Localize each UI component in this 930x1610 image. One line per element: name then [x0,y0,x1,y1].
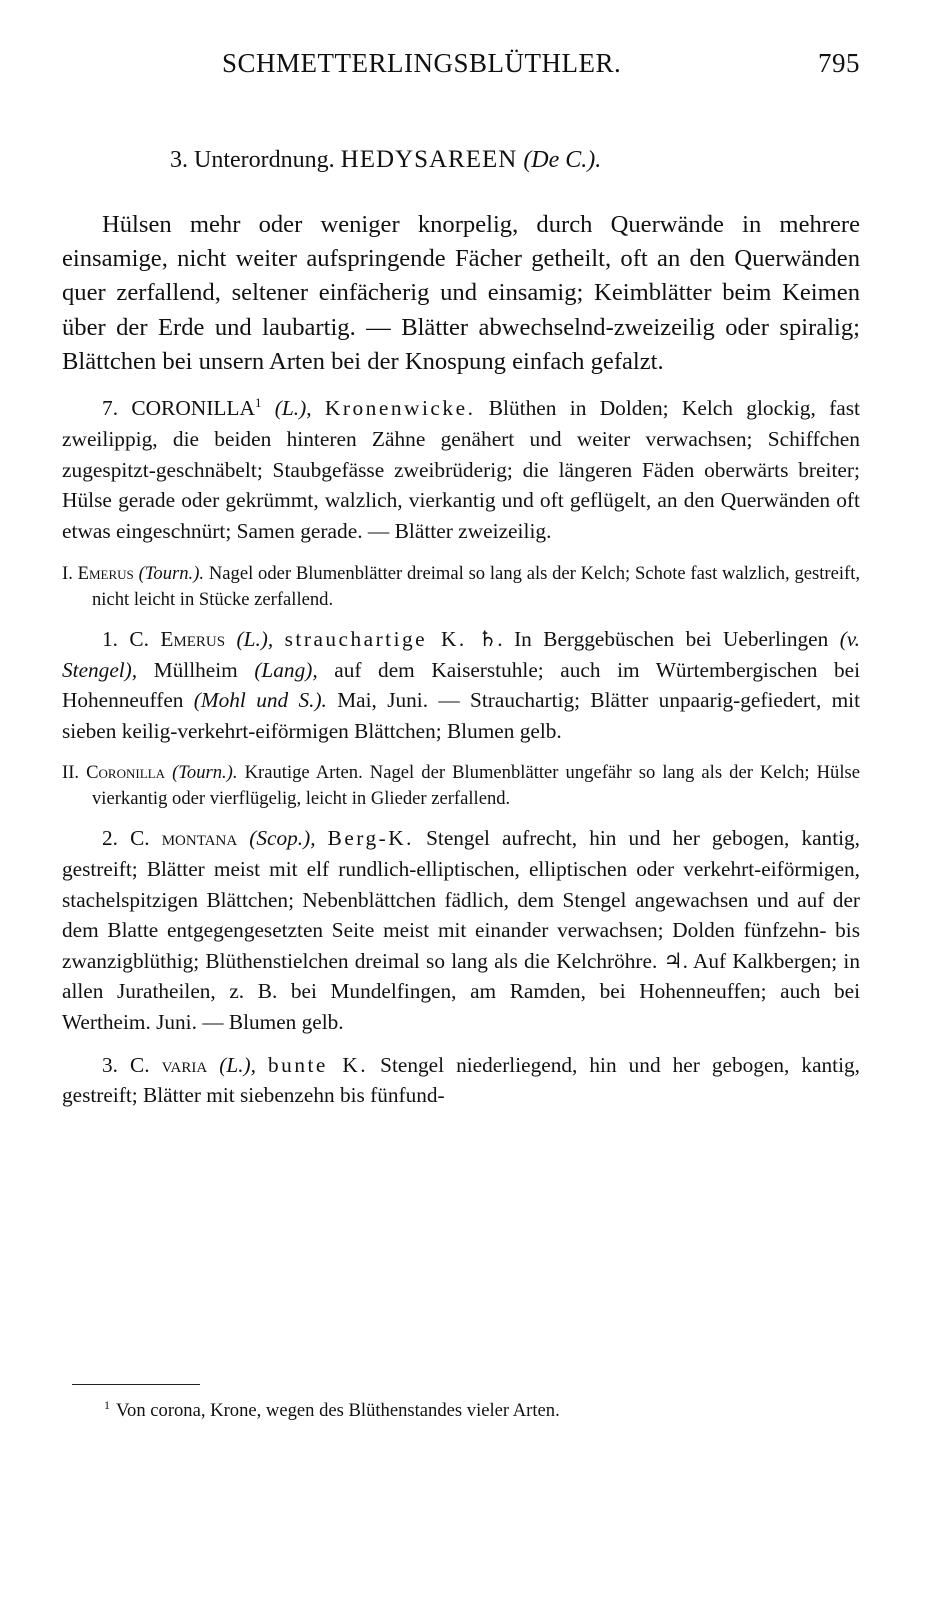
footnote [104,1397,560,1422]
section-text: Krautige Arten. Nagel der Blumenblätter ungefähr so lang als der Kelch; Hülse vierkantig oder vierflügelig, leicht in Glieder zerfallend. [92,762,861,809]
running-head-title: SCHMETTERLINGSBLÜTHLER. [222,48,622,78]
species-name: varia [161,1052,208,1077]
subfamily-prefix: 3. Unterordnung. [170,147,335,173]
species-author: (Scop.), [249,826,316,851]
species-text: Stengel niederliegend, hin und her gebogen, kantig, gestreift; Blätter mit siebenzehn bis fünfund- [62,1052,860,1108]
species-common-name: Berg-K. [327,826,414,851]
footnote-mark: 1 [104,1397,110,1412]
species-text: Müllheim [153,657,238,682]
species-number: 1. C. [102,627,149,651]
species-text: Stengel aufrecht, hin und her gebogen, kantig, gestreift; Blätter meist mit elf rundlich-elliptischen, elliptischen oder verkehrt-eiförmigen, stachelspitzigen Blättchen; Nebenblättchen fädlich, dem Stengel angewachsen und auf der dem Blatte entgegengesetzten Seite meist mit einander verwachsen; Dolden fünfzehn- bis zwanzigblüthig; Blüthenstielchen dreimal so lang als die Kelchröhre. [62,826,861,973]
shrub-symbol-icon: ♄. [478,627,503,651]
footnote-marker: 1 [254,394,262,410]
section-coronilla-body [62,760,860,811]
section-text: Nagel oder Blumenblätter dreimal so lang als der Kelch; Schote fast walzlich, gestreift, nicht leicht in Stücke zerfallend. [92,563,861,610]
subfamily-description: Hülsen mehr oder weniger knorpelig, durch Querwände in mehrere einsamige, nicht weiter aufspringende Fächer getheilt, oft an den Querwänden quer zerfallend, seltener einfächerig und einsamig; Keimblätter beim Keimen über der Erde und laubartig. — Blätter abwechselnd-zweizeilig oder spiralig; Blättchen bei unsern Arten bei der Knospung einfach gefalzt. [62,211,860,375]
species-author: (L.), [236,627,274,651]
genus-name: CORONILLA [131,396,255,421]
perennial-symbol-icon: ♃. [663,948,688,973]
running-head [62,48,860,88]
species-number: 2. C. [102,826,150,851]
species-text: In Berggebüschen bei Ueberlingen [514,627,829,651]
page-number: 795 [818,48,860,78]
section-numeral: II. [62,762,80,784]
section-emerus [62,561,860,612]
section-author: (Tourn.). [172,762,238,784]
main-text [62,208,860,1111]
species-name: montana [161,826,238,851]
species-entry-montana [62,823,860,1037]
genus-common-name: Kronenwicke. [324,396,476,421]
species-text: Auf Kalkbergen; in allen Juratheilen, z. B. bei Mundelfingen, am Ramden, bei Hohenneuffen; auch bei Wertheim. Juni. — Blumen gelb. [62,948,860,1034]
species-reference: (Mohl und S.). [193,688,327,713]
species-reference: (v. Stengel), [62,627,861,682]
species-text: auf dem Kaiserstuhle; auch im Würtembergischen bei Hohenneuffen [62,657,861,713]
section-name: Coronilla [86,762,165,784]
section-coronilla [62,760,860,811]
species-number: 3. C. [102,1052,150,1077]
species-entry-varia [62,1050,860,1111]
species-reference: (Lang), [254,657,318,682]
species-common-name: strauchartige K. [284,627,467,651]
section-numeral: I. [62,563,73,584]
section-emerus-body [62,561,860,612]
species-author: (L.), [219,1052,256,1077]
genus-entry: 7. CORONILLA$^1$ (L.), Kronenwicke. Blüthen in Dolden; Kelch glockig, fast zweilippig, die beiden hinteren Zähne genähert und weiter verwachsen; Schiffchen zugespitzt-geschnäbelt; Staubgefässe zweibrüderig; die längeren Fäden oberwärts breiter; Hülse gerade oder gekrümmt, walzlich, vierkantig und oft geflügelt, an den Querwänden oft etwas eingeschnürt; Samen gerade. — Blätter zweizeilig. [62,394,860,544]
subfamily-author: (De C.). [523,147,602,173]
genus-number: 7. [102,396,119,421]
species-entry-emerus [62,624,860,746]
section-author: (Tourn.). [138,563,205,584]
genus-author: (L.) [274,396,307,421]
footnote-divider [72,1384,200,1385]
subfamily-heading [170,146,601,174]
species-name: Emerus [160,627,226,651]
section-name: Emerus [77,563,134,584]
species-text: Mai, Juni. — Strauchartig; Blätter unpaarig-gefiedert, mit sieben keilig-verkehrt-eiförmigen Blättchen; Blumen gelb. [62,688,861,743]
genus-description: Blüthen in Dolden; Kelch glockig, fast zweilippig, die beiden hinteren Zähne genähert und weiter verwachsen; Schiffchen zugespitzt-geschnäbelt; Staubgefässe zweibrüderig; die längeren Fäden oberwärts breiter; Hülse gerade oder gekrümmt, walzlich, vierkantig und oft geflügelt, an den Querwänden oft etwas eingeschnürt; Samen gerade. — Blätter zweizeilig. [62,396,860,544]
footnote-text: Von corona, Krone, wegen des Blüthenstandes vieler Arten. [116,1400,560,1421]
species-common-name: bunte K. [268,1052,369,1077]
subfamily-name: HEDYSAREEN [340,146,518,173]
